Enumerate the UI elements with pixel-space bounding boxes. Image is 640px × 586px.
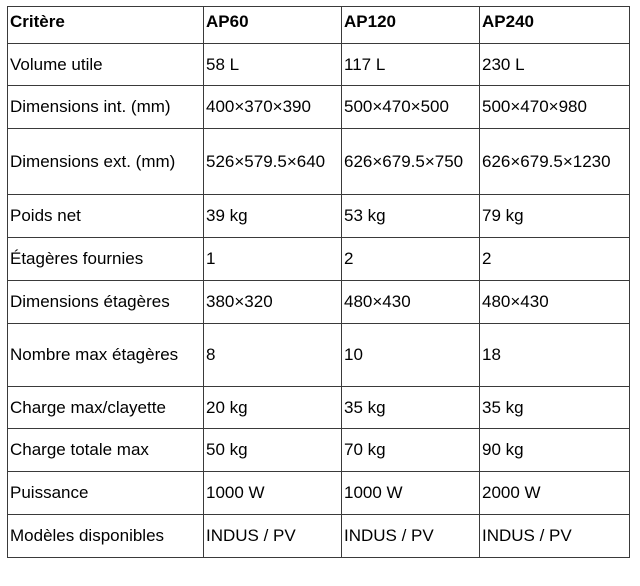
cell-ap60: 526×579.5×640 [204,129,342,195]
table-row [8,429,630,472]
row-label: Dimensions ext. (mm) [8,129,204,195]
cell-ap120: 2 [342,238,480,281]
cell-ap120: 35 kg [342,387,480,429]
cell-ap240: 626×679.5×1230 [480,129,630,195]
header-cell-critere: Critère [8,7,204,44]
cell-ap240: 500×470×980 [480,86,630,129]
cell-ap240: 230 L [480,44,630,86]
cell-ap240: 2 [480,238,630,281]
table-row [8,387,630,429]
table-row [8,324,630,387]
cell-ap120: 117 L [342,44,480,86]
table-row [8,238,630,281]
table-row [8,86,630,129]
cell-ap240: 2000 W [480,472,630,515]
cell-ap240: 90 kg [480,429,630,472]
cell-ap60: 20 kg [204,387,342,429]
row-label: Volume utile [8,44,204,86]
cell-ap120: 1000 W [342,472,480,515]
cell-ap120: 53 kg [342,195,480,238]
cell-ap240: INDUS / PV [480,515,630,558]
cell-ap60: 1 [204,238,342,281]
cell-ap240: 480×430 [480,281,630,324]
row-label: Charge totale max [8,429,204,472]
cell-ap120: 10 [342,324,480,387]
row-label: Dimensions étagères [8,281,204,324]
cell-ap240: 18 [480,324,630,387]
cell-ap120: 626×679.5×750 [342,129,480,195]
table-row [8,515,630,558]
comparison-table [7,6,630,558]
table-row [8,195,630,238]
cell-ap120: 70 kg [342,429,480,472]
row-label: Modèles disponibles [8,515,204,558]
table-row [8,44,630,86]
cell-ap60: 400×370×390 [204,86,342,129]
table-header [8,7,630,44]
row-label: Puissance [8,472,204,515]
row-label: Étagères fournies [8,238,204,281]
cell-ap240: 79 kg [480,195,630,238]
cell-ap60: 1000 W [204,472,342,515]
header-cell-ap60: AP60 [204,7,342,44]
header-row [8,7,630,44]
row-label: Poids net [8,195,204,238]
row-label: Charge max/clayette [8,387,204,429]
cell-ap60: 58 L [204,44,342,86]
row-label: Dimensions int. (mm) [8,86,204,129]
table-body [8,44,630,558]
cell-ap120: 480×430 [342,281,480,324]
cell-ap120: INDUS / PV [342,515,480,558]
cell-ap240: 35 kg [480,387,630,429]
cell-ap60: INDUS / PV [204,515,342,558]
cell-ap60: 50 kg [204,429,342,472]
header-cell-ap120: AP120 [342,7,480,44]
cell-ap60: 380×320 [204,281,342,324]
cell-ap60: 8 [204,324,342,387]
cell-ap60: 39 kg [204,195,342,238]
table-row [8,281,630,324]
table-row [8,472,630,515]
row-label: Nombre max étagères [8,324,204,387]
cell-ap120: 500×470×500 [342,86,480,129]
header-cell-ap240: AP240 [480,7,630,44]
table-row [8,129,630,195]
